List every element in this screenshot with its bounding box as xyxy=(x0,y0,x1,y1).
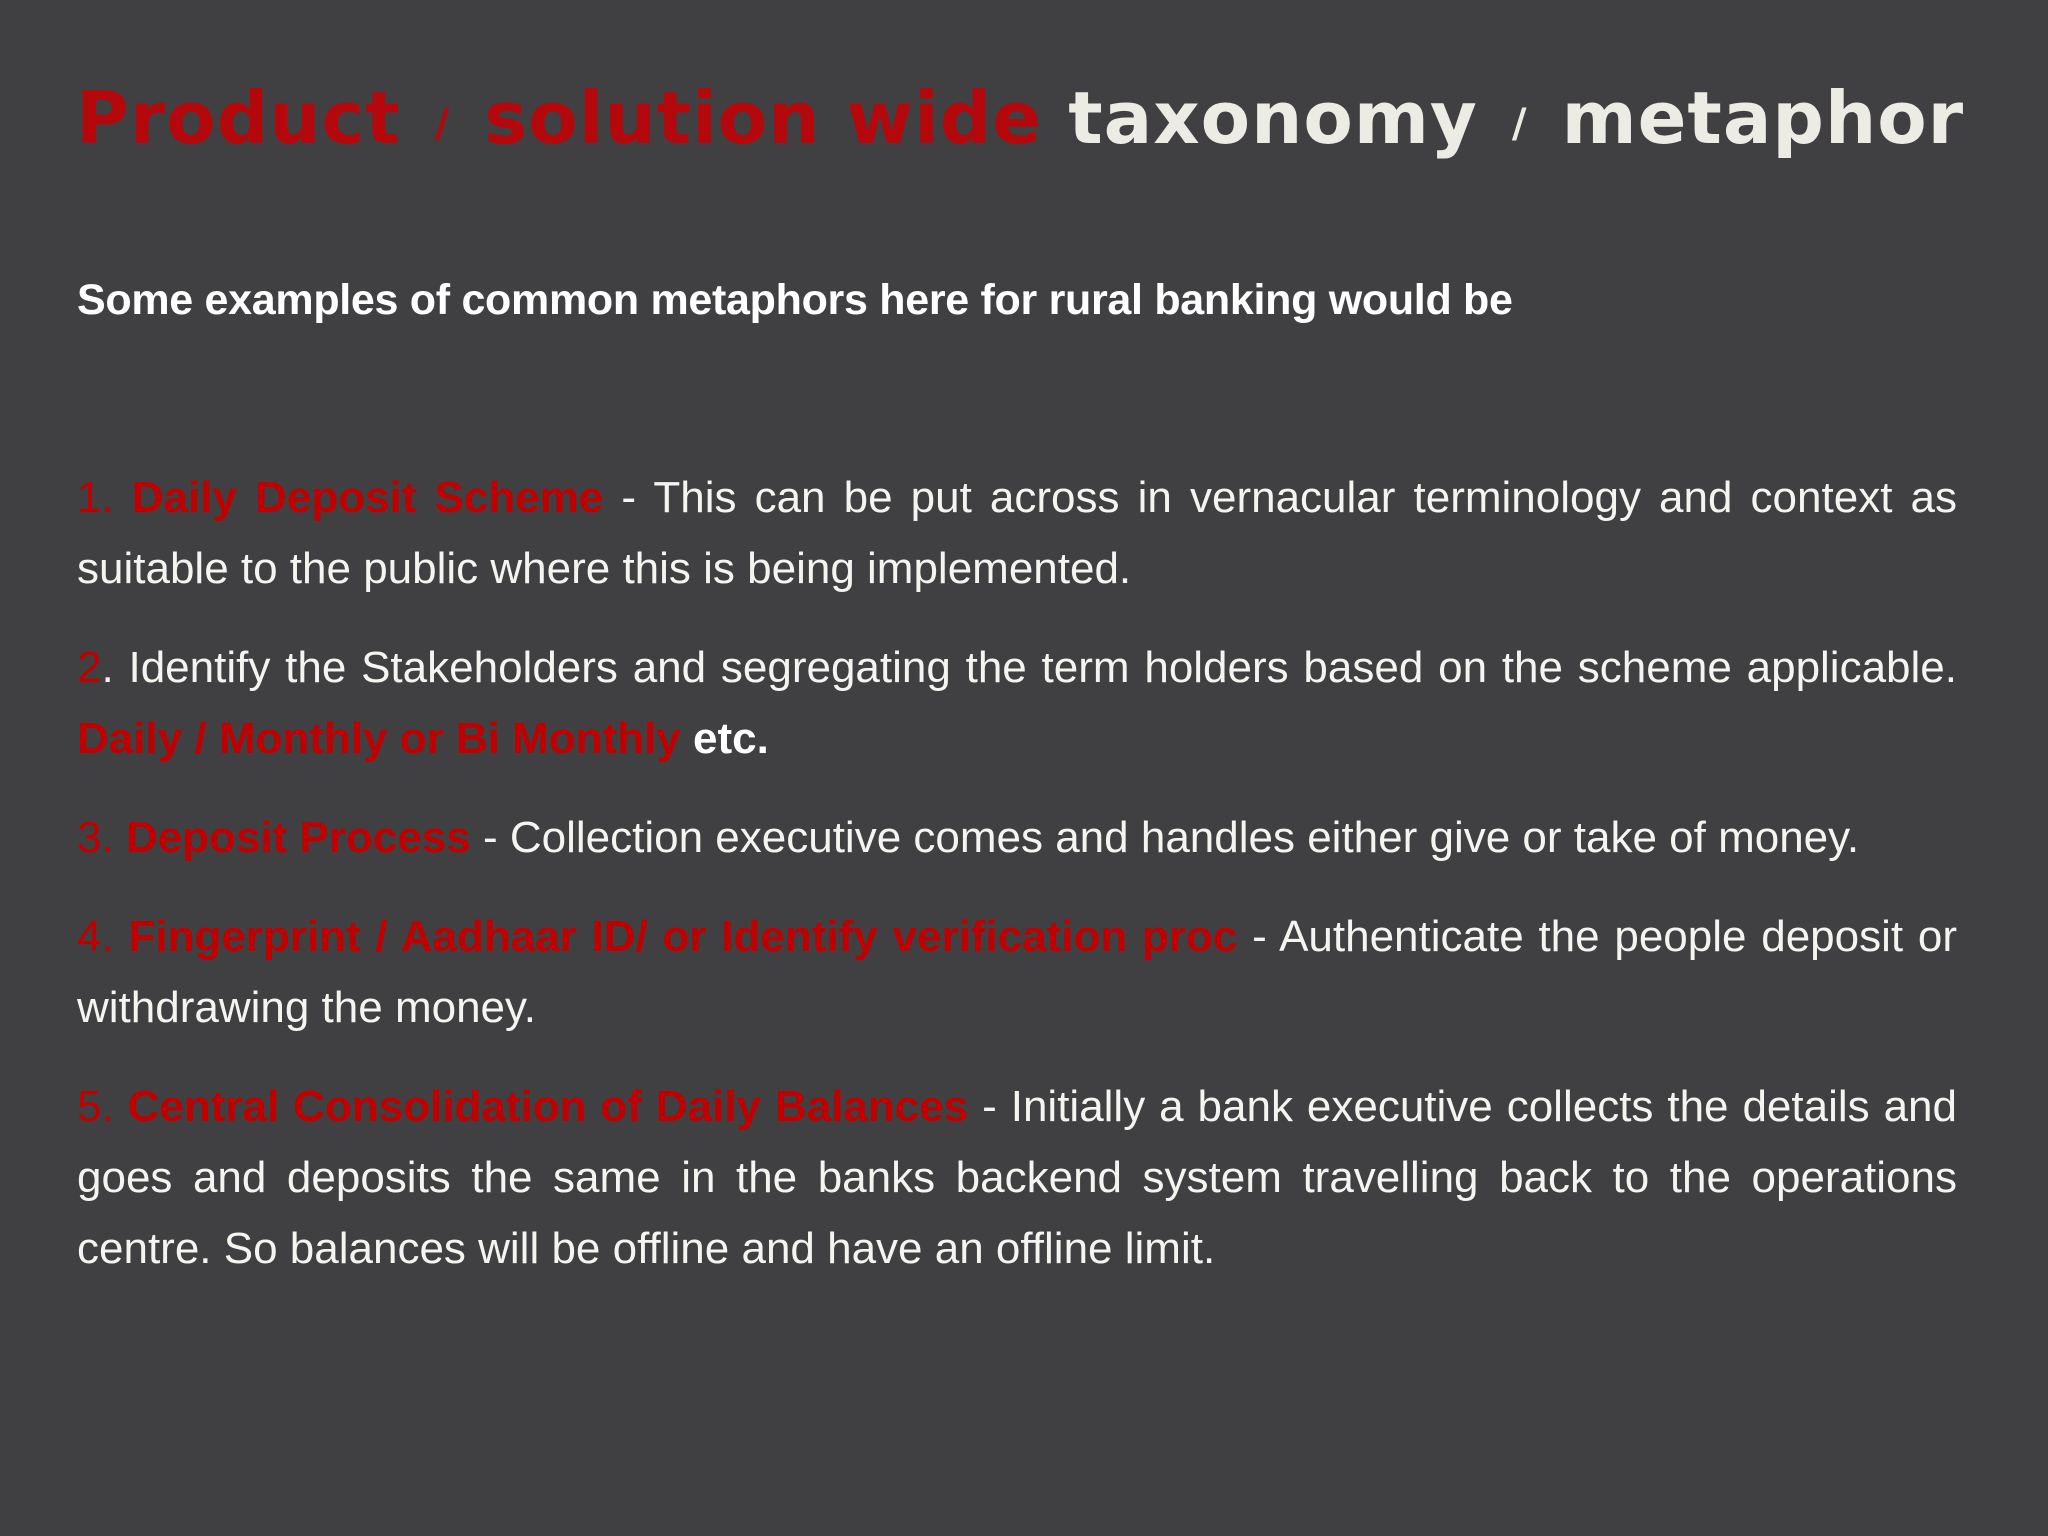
list-item-daily-deposit-scheme xyxy=(77,462,1957,604)
item-text: - Collection executive comes and handles either give or take of money. xyxy=(470,813,1860,862)
title-part-product: Product xyxy=(76,76,401,160)
slide-title xyxy=(76,74,1964,168)
item-text: - Authenticate the people deposit or withdrawing the money. xyxy=(77,912,1957,1032)
metaphor-list xyxy=(77,462,1957,1312)
item-number: 4. xyxy=(77,912,114,961)
item-highlight: Fingerprint / Aadhaar ID/ or Identify verification proc xyxy=(128,912,1238,961)
title-part-taxonomy: taxonomy xyxy=(1068,76,1478,160)
list-item-central-consolidation xyxy=(77,1071,1957,1284)
title-slash-1: / xyxy=(434,101,451,147)
list-item-stakeholders xyxy=(77,632,1957,774)
item-highlight: Central Consolidation of Daily Balances xyxy=(127,1082,969,1131)
title-part-solution-wide: solution wide xyxy=(484,76,1043,160)
title-slash-2: / xyxy=(1511,101,1528,147)
item-text: . Identify the Stakeholders and segregating the term holders based on the scheme applicable. xyxy=(101,643,1957,692)
item-number: 1. xyxy=(77,473,114,522)
item-text: - This can be put across in vernacular terminology and context as suitable to the public where this is being implemented. xyxy=(77,473,1957,593)
item-highlight: Daily Deposit Scheme xyxy=(131,473,604,522)
title-part-metaphor: metaphor xyxy=(1561,76,1965,160)
list-item-deposit-process xyxy=(77,802,1957,873)
item-highlight: Deposit Process xyxy=(125,813,471,862)
list-item-fingerprint-verification xyxy=(77,901,1957,1043)
item-highlight: Daily / Monthly or Bi Monthly xyxy=(77,714,681,763)
item-number: 5. xyxy=(77,1082,114,1131)
item-number: 3. xyxy=(77,813,114,862)
item-number: 2 xyxy=(77,643,102,692)
slide-subtitle: Some examples of common metaphors here for rural banking would be xyxy=(77,276,1513,324)
item-suffix: etc. xyxy=(680,714,769,763)
item-text: - Initially a bank executive collects the details and goes and deposits the same in the banks backend system travelling back to the operations centre. So balances will be offline and have an offline limit. xyxy=(77,1082,1957,1273)
